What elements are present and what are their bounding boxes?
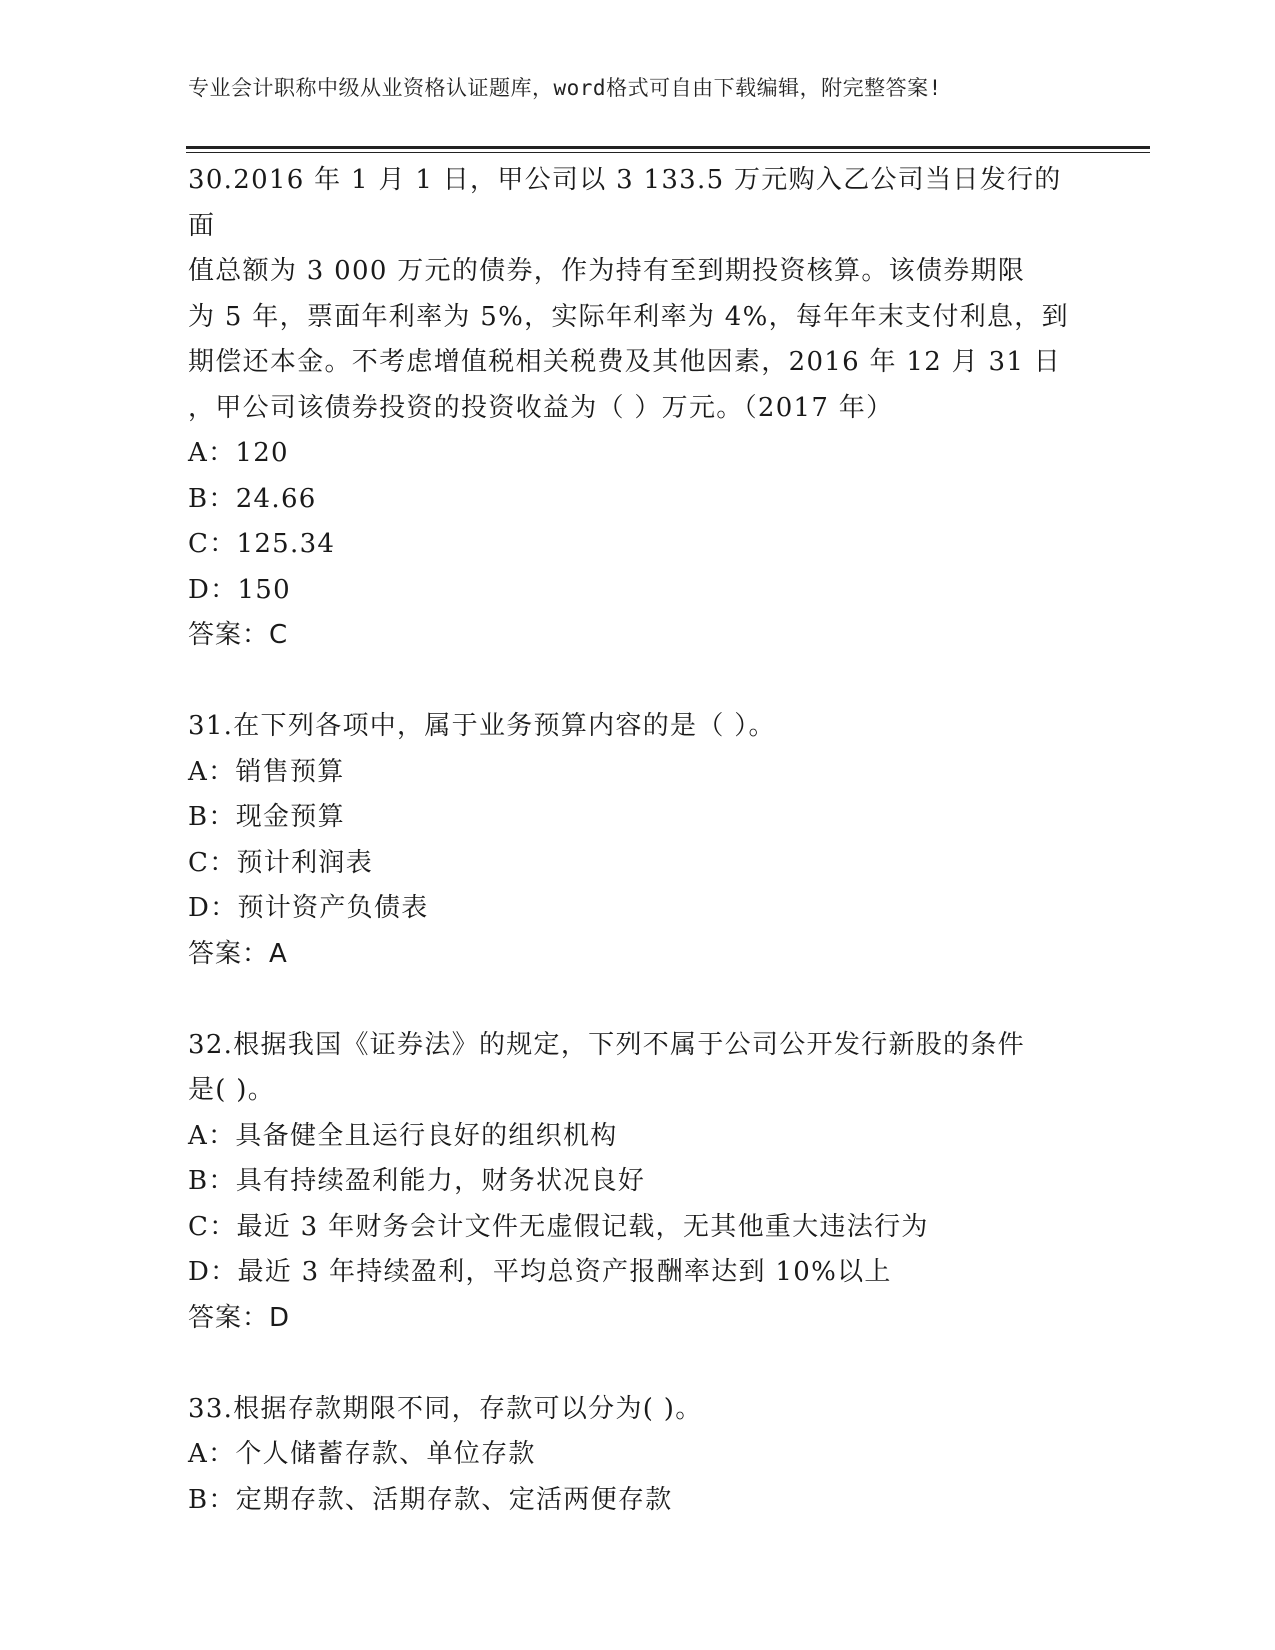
question-line: 是( )。 <box>188 1075 276 1105</box>
option-a: A：个人储蓄存款、单位存款 <box>188 1439 536 1469</box>
question-30 <box>188 158 1088 659</box>
page-header: 专业会计职称中级从业资格认证题库，word格式可自由下载编辑，附完整答案! <box>188 76 942 100</box>
option-c: C：最近 3 年财务会计文件无虚假记载，无其他重大违法行为 <box>188 1211 929 1242</box>
option-a: A：销售预算 <box>188 756 345 787</box>
question-text <box>188 158 1088 431</box>
question-33 <box>188 1387 1088 1524</box>
header-rule-thick <box>186 146 1150 149</box>
answer: 答案：A <box>188 938 288 969</box>
question-text <box>188 1023 1088 1114</box>
question-line: 30.2016 年 1 月 1 日，甲公司以 3 133.5 万元购入乙公司当日发行的面 <box>188 165 1062 241</box>
option-d: D：预计资产负债表 <box>188 893 429 923</box>
question-line: 值总额为 3 000 万元的债券，作为持有至到期投资核算。该债券期限 <box>188 256 1026 286</box>
question-text <box>188 1387 1088 1433</box>
option-b: B：现金预算 <box>188 802 345 832</box>
question-list <box>188 158 1088 1523</box>
spacer <box>188 977 1088 1023</box>
option-a: A：120 <box>188 438 289 468</box>
question-line: 32.根据我国《证券法》的规定，下列不属于公司公开发行新股的条件 <box>188 1029 1025 1060</box>
spacer <box>188 1341 1088 1387</box>
question-line: 31.在下列各项中，属于业务预算内容的是（ ）。 <box>188 711 776 741</box>
answer: 答案：C <box>188 620 289 650</box>
header-rule-thin <box>186 152 1150 153</box>
question-31 <box>188 704 1088 977</box>
question-line: ，甲公司该债券投资的投资收益为（ ）万元。（2017 年） <box>188 392 894 423</box>
option-d: D：150 <box>188 574 291 605</box>
option-b: B：具有持续盈利能力，财务状况良好 <box>188 1166 646 1196</box>
option-a: A：具备健全且运行良好的组织机构 <box>188 1120 618 1151</box>
option-d: D：最近 3 年持续盈利，平均总资产报酬率达到 10%以上 <box>188 1257 892 1287</box>
question-line: 33.根据存款期限不同，存款可以分为( )。 <box>188 1393 703 1424</box>
option-b: B：定期存款、活期存款、定活两便存款 <box>188 1484 673 1515</box>
answer: 答案：D <box>188 1302 291 1333</box>
option-c: C：125.34 <box>188 529 336 559</box>
question-line: 期偿还本金。不考虑增值税相关税费及其他因素，2016 年 12 月 31 日 <box>188 347 1062 377</box>
option-b: B：24.66 <box>188 483 317 514</box>
question-text <box>188 704 1088 750</box>
option-c: C：预计利润表 <box>188 847 373 878</box>
question-32 <box>188 1023 1088 1342</box>
question-line: 为 5 年，票面年利率为 5%，实际年利率为 4%，每年年末支付利息，到 <box>188 301 1069 332</box>
spacer <box>188 659 1088 705</box>
